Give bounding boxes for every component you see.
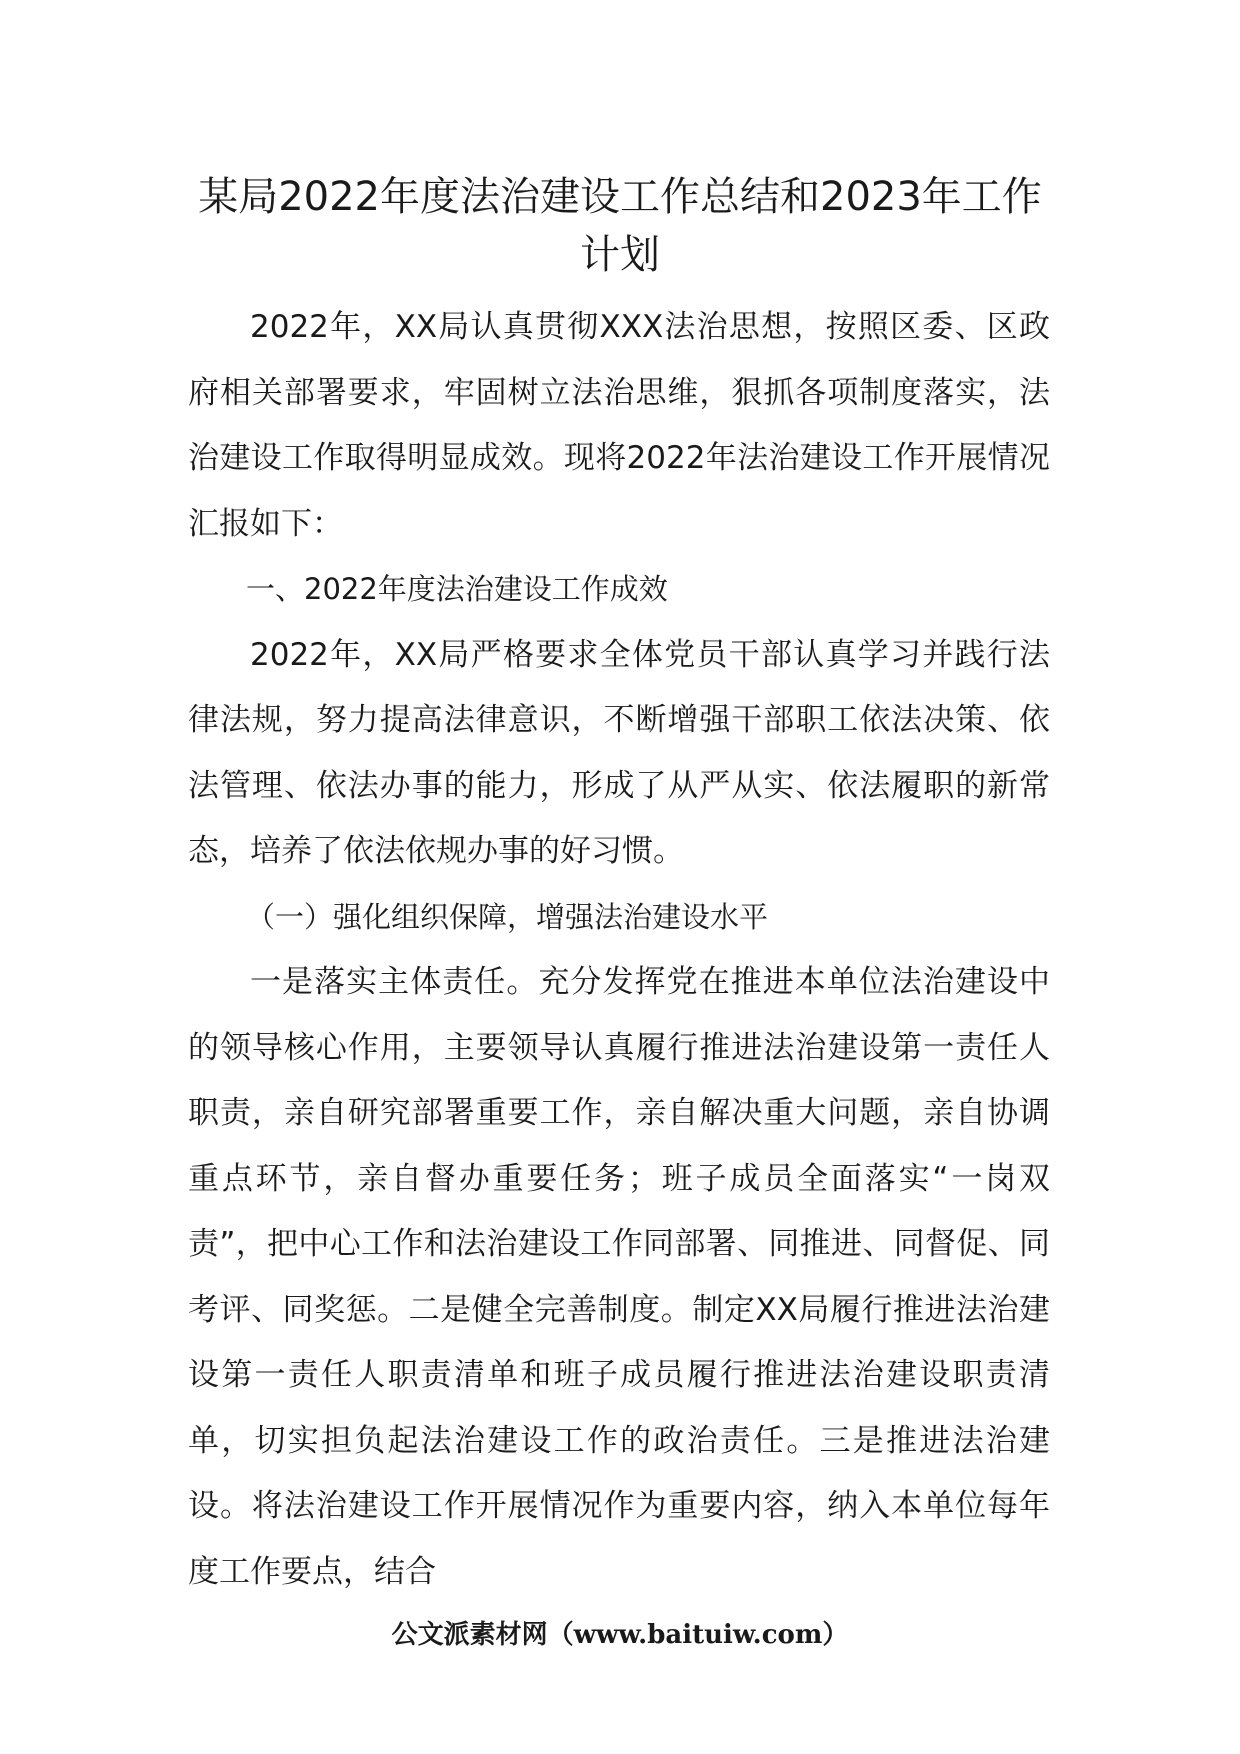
- footer-watermark: 公文派素材网（www.baituiw.com）: [391, 1620, 849, 1650]
- intro-paragraph: 2022年，XX局认真贯彻XXX法治思想，按照区委、区政府相关部署要求，牢固树立法治思维，狠抓各项制度落实，法治建设工作取得明显成效。现将2022年法治建设工作开展情况汇报如下：: [188, 309, 1050, 542]
- document-body: [188, 295, 1050, 1605]
- section-1-paragraph: 2022年，XX局严格要求全体党员干部认真学习并践行法律法规，努力提高法律意识，不断增强干部职工依法决策、依法管理、依法办事的能力，形成了从严从实、依法履职的新常态，培养了依法依规办事的好习惯。: [188, 636, 1050, 869]
- subsection-heading-1: （一）强化组织保障，增强法治建设水平: [246, 899, 769, 934]
- subsection-1-paragraph: 一是落实主体责任。充分发挥党在推进本单位法治建设中的领导核心作用，主要领导认真履行推进法治建设第一责任人职责，亲自研究部署重要工作，亲自解决重大问题，亲自协调重点环节，亲自督办重要任务；班子成员全面落实“一岗双责”，把中心工作和法治建设工作同部署、同推进、同督促、同考评、同奖惩。二是健全完善制度。制定XX局履行推进法治建设第一责任人职责清单和班子成员履行推进法治建设职责清单，切实担负起法治建设工作的政治责任。三是推进法治建设。将法治建设工作开展情况作为重要内容，纳入本单位每年度工作要点，结合: [188, 964, 1050, 1590]
- document-title: 某局2022年度法治建设工作总结和2023年工作计划: [198, 174, 1042, 278]
- section-heading-1: 一、2022年度法治建设工作成效: [246, 572, 668, 606]
